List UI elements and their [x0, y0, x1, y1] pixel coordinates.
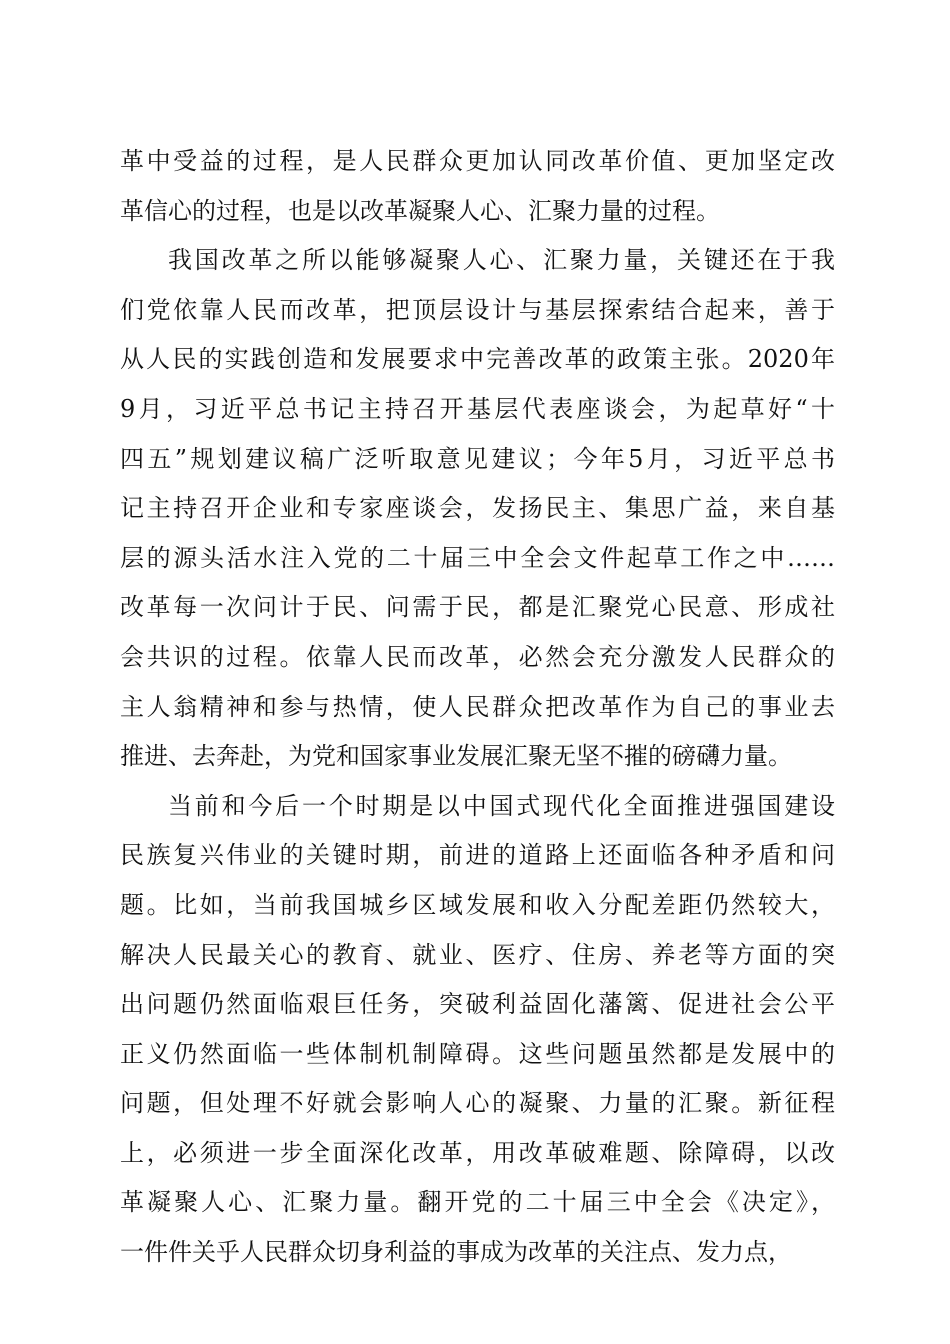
body-text	[120, 137, 835, 1278]
text-line: 革凝聚人心、汇聚力量。翻开党的二十届三中全会《决定》，	[120, 1188, 835, 1217]
text-line: 正义仍然面临一些体制机制障碍。这些问题虽然都是发展中的	[120, 1039, 835, 1068]
text-line: 问题，但处理不好就会影响人心的凝聚、力量的汇聚。新征程	[120, 1089, 835, 1118]
text-line: 记主持召开企业和专家座谈会，发扬民主、集思广益，来自基	[120, 494, 835, 523]
text-line: 革信心的过程，也是以改革凝聚人心、汇聚力量的过程。	[120, 196, 720, 225]
text-line: 革中受益的过程，是人民群众更加认同改革价值、更加坚定改	[120, 147, 835, 175]
text-line: 我国改革之所以能够凝聚人心、汇聚力量，关键还在于我	[168, 246, 835, 275]
text-line: 题。比如，当前我国城乡区域发展和收入分配差距仍然较大，	[120, 890, 835, 919]
text-line: 当前和今后一个时期是以中国式现代化全面推进强国建设	[168, 791, 835, 820]
text-line: 层的源头活水注入党的二十届三中全会文件起草工作之中……	[120, 543, 835, 572]
text-line: 们党依靠人民而改革，把顶层设计与基层探索结合起来，善于	[120, 295, 835, 324]
text-line: 民族复兴伟业的关键时期，前进的道路上还面临各种矛盾和问	[120, 841, 835, 870]
text-line: 上，必须进一步全面深化改革，用改革破难题、除障碍，以改	[120, 1138, 835, 1167]
text-line: 会共识的过程。依靠人民而改革，必然会充分激发人民群众的	[120, 642, 835, 671]
text-line: 解决人民最关心的教育、就业、医疗、住房、养老等方面的突	[120, 940, 835, 969]
text-line: 一件件关乎人民群众切身利益的事成为改革的关注点、发力点，	[120, 1238, 792, 1267]
text-line: 9月，习近平总书记主持召开基层代表座谈会，为起草好“十	[120, 394, 835, 423]
text-line: 四五”规划建议稿广泛听取意见建议；今年5月，习近平总书	[120, 444, 835, 473]
text-line: 主人翁精神和参与热情，使人民群众把改革作为自己的事业去	[120, 692, 835, 721]
text-line: 推进、去奔赴，为党和国家事业发展汇聚无坚不摧的磅礴力量。	[120, 742, 792, 771]
text-line: 改革每一次问计于民、问需于民，都是汇聚党心民意、形成社	[120, 593, 835, 622]
text-line: 出问题仍然面临艰巨任务，突破利益固化藩篱、促进社会公平	[120, 990, 835, 1019]
text-line: 从人民的实践创造和发展要求中完善改革的政策主张。2020年	[120, 345, 835, 374]
